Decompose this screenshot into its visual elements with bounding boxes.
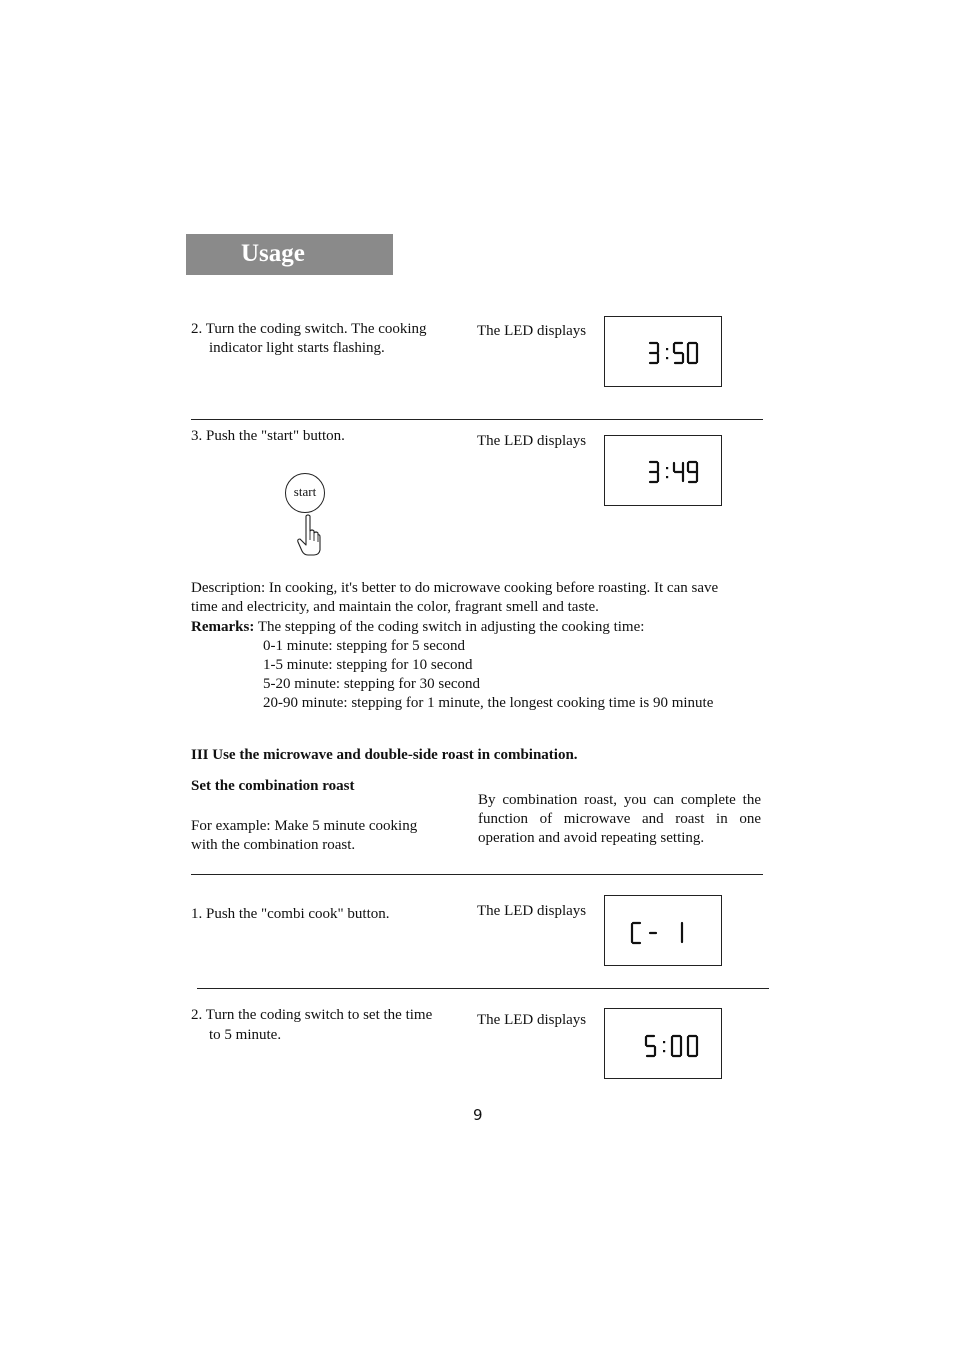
combination-roast-subheading: Set the combination roast (191, 778, 355, 794)
section-title: Usage (241, 240, 305, 267)
combi-step-2-text-line2: to 5 minute. (209, 1027, 282, 1043)
page-number: 9 (473, 1106, 483, 1124)
example-line2: with the combination roast. (191, 837, 356, 853)
description-line1: Description: In cooking, it's better to do microwave cooking before roasting. It can save (191, 580, 719, 596)
led-display-3-49 (604, 435, 722, 506)
combi-step-1-text: 1. Push the "combi cook" button. (191, 906, 390, 922)
remarks-item: 1-5 minute: stepping for 10 second (263, 657, 473, 673)
led-display-c-1 (604, 895, 722, 966)
combi-step-2-text-line1: 2. Turn the coding switch to set the time (191, 1007, 433, 1023)
start-button[interactable] (285, 473, 325, 513)
led-label: The LED displays (477, 1012, 587, 1028)
step-2-text-line1: 2. Turn the coding switch. The cooking (191, 321, 427, 337)
divider (191, 419, 763, 420)
led-label: The LED displays (477, 433, 587, 449)
remarks-item: 20-90 minute: stepping for 1 minute, the longest cooking time is 90 minute (263, 695, 714, 711)
remarks-label: Remarks: (191, 619, 255, 635)
divider (197, 988, 769, 989)
divider (191, 874, 763, 875)
led-label: The LED displays (477, 903, 587, 919)
pointing-hand-icon (296, 514, 322, 558)
section-banner (186, 234, 393, 275)
led-digits-3-50 (605, 317, 723, 388)
section-three-heading: III Use the microwave and double-side roast in combination. (191, 747, 578, 763)
remarks-intro: The stepping of the coding switch in adjusting the cooking time: (257, 619, 645, 635)
step-2-text-line2: indicator light starts flashing. (209, 340, 385, 356)
description-line2: time and electricity, and maintain the color, fragrant smell and taste. (191, 599, 599, 615)
remarks-item: 5-20 minute: stepping for 30 second (263, 676, 481, 692)
led-digits-3-49 (605, 436, 723, 507)
led-display-5-00 (604, 1008, 722, 1079)
led-display-3-50 (604, 316, 722, 387)
led-digits-5-00 (605, 1009, 723, 1080)
example-line1: For example: Make 5 minute cooking (191, 818, 418, 834)
start-button-label: start (293, 484, 317, 499)
step-3-text: 3. Push the "start" button. (191, 428, 345, 444)
led-digits-c-1 (605, 896, 723, 967)
led-label: The LED displays (477, 323, 587, 339)
remarks (191, 618, 644, 637)
remarks-item: 0-1 minute: stepping for 5 second (263, 638, 466, 654)
combination-explanation: By combination roast, you can complete the function of microwave and roast in one operation and avoid repeating setting. (478, 792, 761, 846)
